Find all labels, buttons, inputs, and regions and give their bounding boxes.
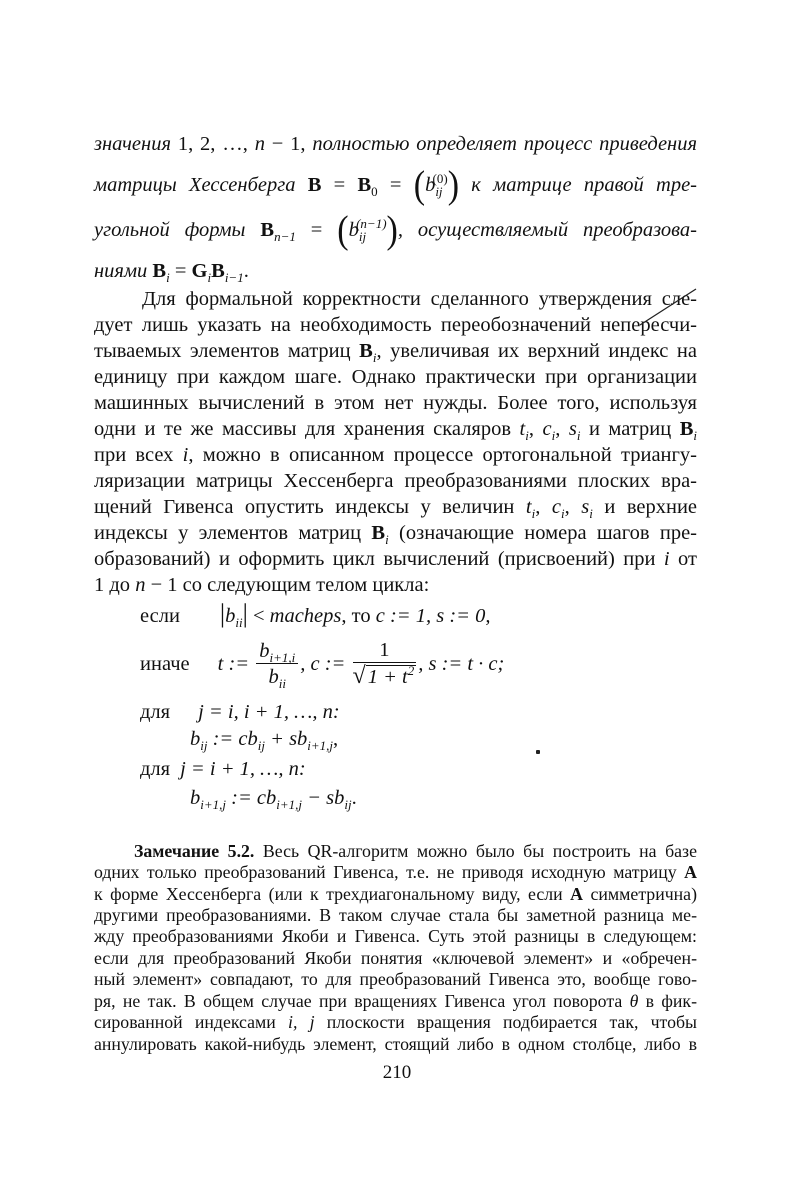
text: , то — [341, 605, 376, 627]
text: , — [333, 728, 339, 750]
text: Весь QR-алгоритм можно было бы построить на базе — [254, 841, 697, 861]
keyword-if: если — [140, 605, 180, 627]
math: 1, 2, …, — [177, 133, 255, 155]
math: s — [581, 496, 590, 518]
intro-line-1 — [94, 132, 697, 156]
math-B: B — [211, 260, 225, 282]
algo-else-line — [140, 638, 504, 690]
subscript: i+1,j — [200, 797, 226, 813]
math: , c := — [300, 653, 351, 675]
text: значения — [94, 133, 178, 155]
math: c — [551, 496, 561, 518]
text: , — [555, 418, 569, 440]
text-line — [94, 905, 697, 926]
text: в фик- — [638, 991, 697, 1011]
math: i, j — [288, 1012, 315, 1032]
text-line — [94, 365, 697, 389]
math: s — [568, 418, 577, 440]
superscript: (n−1) — [356, 216, 387, 232]
math: = — [377, 174, 414, 196]
keyword-for: для — [140, 701, 171, 723]
text-line — [94, 287, 697, 311]
superscript: 2 — [407, 663, 415, 679]
algo-if-line — [140, 599, 491, 631]
text: симметрична) — [583, 884, 697, 904]
text: ниями — [94, 260, 153, 282]
math: 1 + t — [367, 666, 408, 688]
math: n — [254, 133, 265, 155]
subscript: i+1,j — [307, 738, 334, 754]
subscript: 0 — [371, 184, 378, 200]
subscript: i — [693, 428, 698, 444]
text-line — [94, 547, 697, 571]
text: от — [669, 548, 697, 570]
keyword-for: для — [140, 758, 171, 780]
text: ря, не так. В общем случае при вращениях Гивенса угол поворота — [94, 991, 630, 1011]
subscript: ii — [278, 675, 286, 691]
text: и верхние — [592, 496, 698, 518]
text-line — [94, 391, 697, 415]
fraction-c — [353, 638, 417, 690]
subscript: i — [372, 350, 377, 366]
text: сированной индексами — [94, 1012, 289, 1032]
text-line — [94, 991, 697, 1012]
text-line — [94, 884, 697, 905]
subscript: i — [576, 428, 581, 444]
text-line — [94, 495, 698, 522]
subscript: i — [166, 270, 170, 286]
page-number: 210 — [382, 1062, 412, 1083]
math-bold: A — [570, 884, 584, 904]
math: = — [321, 174, 358, 196]
intro-line-4 — [94, 259, 249, 286]
text-line — [94, 862, 697, 883]
text: . — [351, 787, 357, 809]
text-line — [94, 521, 697, 548]
text-line — [94, 948, 697, 969]
text: , осуществляемый преобразова- — [397, 219, 697, 241]
math-bold: B — [371, 522, 386, 544]
math: b — [259, 639, 270, 662]
subscript: ii — [235, 615, 243, 631]
subscript: i — [551, 428, 556, 444]
text-line — [94, 841, 697, 862]
text: к форме Хессенберга (или к трехдиагональному виду, если — [94, 884, 571, 904]
math-B: B — [260, 219, 275, 241]
algo-body1-line — [190, 727, 339, 754]
text: одни и те же массивы для хранения скаляров — [94, 418, 520, 440]
math: b — [348, 219, 359, 241]
algo-body2-line — [190, 786, 357, 813]
text: , — [528, 418, 543, 440]
text: (означающие номера шагов пре- — [388, 522, 697, 544]
math: t — [519, 418, 526, 440]
math: b — [268, 665, 279, 688]
right-paren: ) — [447, 164, 460, 207]
text-line — [94, 417, 698, 444]
subscript: i+1,j — [276, 797, 303, 813]
subscript: ij — [358, 229, 367, 245]
math: n — [135, 574, 146, 596]
text: щений Гивенса опустить индексы у величин — [94, 496, 526, 518]
text: 1 до — [94, 574, 136, 596]
text-line — [94, 1034, 697, 1055]
text: плоскости вращения подбирается так, чтобы — [314, 1012, 697, 1032]
text: Для формальной корректности сделанного утверждения сле- — [142, 288, 697, 310]
math: b — [225, 605, 236, 627]
text: машинных вычислений в этом нет нужды. Более того, используя — [94, 392, 697, 414]
pen-stroke-mark — [630, 285, 700, 330]
subscript: ij — [257, 738, 265, 754]
math: b — [190, 728, 201, 750]
text-line — [94, 1012, 697, 1033]
math: t — [525, 496, 532, 518]
scan-speck — [536, 750, 540, 754]
math-bold: B — [679, 418, 694, 440]
subscript: i — [385, 532, 389, 548]
math: i — [182, 444, 189, 466]
subscript: i — [589, 506, 593, 522]
superscript: (0) — [432, 171, 448, 187]
math-bold: A — [684, 862, 697, 882]
subscript: i — [525, 428, 529, 444]
subscript: i — [531, 506, 536, 522]
text: одних только преобразований Гивенса, т.е. не приводя исходную матрицу — [94, 862, 685, 882]
text: при всех — [94, 444, 183, 466]
math: t := — [217, 653, 255, 675]
text: другими преобразованиями. В таком случае стала бы заметной разница ме- — [94, 905, 697, 925]
text: ный элемент» совпадают, то для преобразований Гивенса это, вообще гово- — [94, 969, 697, 989]
subscript: ij — [200, 738, 208, 754]
math: i — [663, 548, 670, 570]
text: полностью определяет процесс приведения — [312, 133, 697, 155]
subscript: ij — [435, 184, 443, 200]
math-B: B — [307, 174, 322, 196]
math: b — [425, 174, 436, 196]
math-B0: B — [357, 174, 372, 196]
subscript: i−1 — [224, 270, 244, 286]
math: c — [542, 418, 552, 440]
text: образований) и оформить цикл вычислений (присвоений) при — [94, 548, 664, 570]
fraction-t — [256, 639, 298, 690]
text: если для преобразований Якоби понятия «ключевой элемент» и «обречен- — [94, 948, 697, 968]
sqrt-icon: √ — [352, 663, 366, 689]
left-paren: ( — [413, 164, 426, 207]
math: = — [169, 260, 192, 282]
text: . — [243, 260, 249, 282]
math: c := 1, s := 0, — [375, 605, 491, 627]
math: , s := t · c; — [418, 653, 505, 675]
abs-bar: | — [219, 599, 226, 628]
intro-line-2 — [94, 164, 697, 207]
subscript: ij — [344, 797, 352, 813]
text-line — [94, 573, 429, 597]
algo-for1-line — [140, 700, 340, 724]
text: , — [564, 496, 582, 518]
text-line — [94, 969, 697, 990]
math: + sb — [264, 728, 308, 750]
math: b — [190, 787, 201, 809]
abs-bar: | — [242, 599, 248, 628]
remark-title: Замечание 5.2. — [134, 841, 255, 861]
math: θ — [629, 991, 639, 1011]
text: жду преобразованиями Якоби и Гивенса. Суть этой разницы в следующем: — [94, 926, 697, 946]
subscript: i+1,i — [269, 649, 296, 665]
left-paren: ( — [337, 209, 349, 252]
text: дует лишь указать на необходимость переобозначений непересчи- — [94, 314, 697, 336]
text: к матрице правой тре- — [459, 174, 697, 196]
math: j = i + 1, …, n: — [180, 758, 306, 780]
right-paren: ) — [386, 209, 398, 252]
math: < — [247, 605, 270, 627]
text: , — [535, 496, 552, 518]
text: тываемых элементов матриц — [94, 340, 360, 362]
subscript: n−1 — [274, 229, 296, 245]
math-macheps: macheps — [269, 605, 342, 627]
math: := cb — [226, 787, 277, 809]
text-line — [94, 313, 697, 337]
algo-for2-line — [140, 757, 306, 781]
subscript: i — [560, 506, 565, 522]
math: := cb — [207, 728, 258, 750]
math: 1 — [353, 638, 417, 663]
text: индексы у элементов матриц — [94, 522, 372, 544]
text: аннулировать какой-нибудь элемент, стоящий либо в одном столбце, либо в — [94, 1034, 697, 1054]
math: − 1, — [264, 133, 313, 155]
text: угольной формы — [94, 219, 261, 241]
text: матрицы Хессенберга — [94, 174, 308, 196]
subscript: i — [207, 270, 212, 286]
text-line — [94, 443, 697, 467]
text-line — [94, 926, 697, 947]
math-G: G — [191, 260, 208, 282]
math-bold: B — [359, 340, 373, 362]
text: единицу при каждом шаге. Однако практически при организации — [94, 366, 697, 388]
math: j = i, i + 1, …, n: — [198, 701, 340, 723]
text: , увеличивая их верхний индекс на — [376, 340, 697, 362]
math-B: B — [152, 260, 167, 282]
keyword-else: иначе — [140, 653, 190, 675]
text-line — [94, 339, 697, 366]
text: − 1 со следующим телом цикла: — [145, 574, 430, 596]
intro-line-3 — [94, 209, 697, 252]
math: − sb — [302, 787, 345, 809]
text: , можно в описанном процессе ортогональной триангу- — [188, 444, 697, 466]
math: = — [295, 219, 338, 241]
text: и матриц — [580, 418, 680, 440]
text: ляризации матрицы Хессенберга преобразованиями плоских вра- — [94, 470, 697, 492]
text-line — [94, 469, 697, 493]
